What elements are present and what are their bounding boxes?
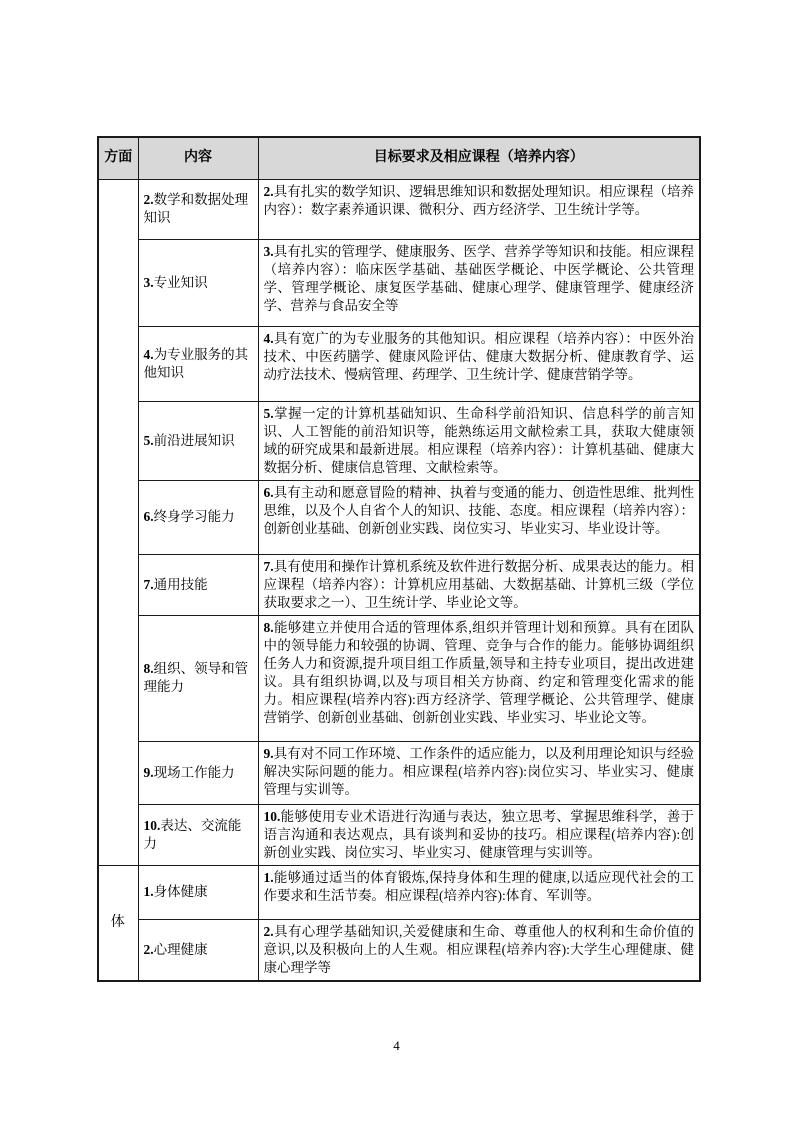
table-row — [98, 401, 700, 480]
item-number: 10. — [143, 817, 161, 833]
item-cell — [138, 179, 258, 239]
requirement-cell — [258, 239, 700, 326]
req-number: 10. — [263, 808, 281, 824]
requirement-cell — [258, 401, 700, 480]
item-cell — [138, 401, 258, 480]
item-label: 终身学习能力 — [153, 509, 235, 524]
item-label: 组织、领导和管理能力 — [143, 661, 249, 694]
page-number: 4 — [393, 1038, 400, 1053]
table-row — [98, 480, 700, 554]
item-label: 前沿进展知识 — [153, 432, 235, 448]
item-label: 表达、交流能力 — [143, 817, 242, 851]
req-text: 具有主动和愿意冒险的精神、执着与变通的能力、创造性思维、批判性思维，以及个人自省个人的知识、技能、态度。相应课程（培养内容）：创新创业基础、创新创业实践、岗位实习、毕业实习、毕业设计等。 — [263, 484, 694, 536]
item-number: 3. — [143, 274, 154, 290]
req-number: 2. — [263, 183, 274, 199]
req-number: 6. — [263, 484, 274, 500]
requirement-cell — [258, 554, 700, 615]
item-cell — [138, 919, 258, 981]
req-text: 掌握一定的计算机基础知识、生命科学前沿知识、信息科学的前言知识、人工智能的前沿知识等，能熟练运用文献检索工具，获取大健康领域的研究成果和最新进展。相应课程（培养内容）：计算机基础、健康大数据分析、健康信息管理、文献检索等。 — [263, 405, 694, 475]
header-requirements: 目标要求及相应课程（培养内容） — [258, 137, 700, 179]
requirement-cell — [258, 919, 700, 981]
req-number: 1. — [263, 869, 274, 885]
item-number: 5. — [143, 432, 154, 448]
req-text: 具有宽广的为专业服务的其他知识。相应课程（培养内容）：中医外治技术、中医药膳学、健康风险评估、健康大数据分析、健康教育学、运动疗法技术、慢病管理、药理学、卫生统计学、健康营销学等。 — [263, 330, 694, 382]
table-row — [98, 865, 700, 919]
aspect-cell-body: 体 — [98, 865, 138, 981]
req-text: 具有扎实的管理学、健康服务、医学、营养学等知识和技能。相应课程（培养内容）：临床医学基础、基础医学概论、中医学概论、公共管理学、管理学概论、康复医学基础、健康心理学、健康管理学、健康经济学、营养与食品安全等 — [263, 243, 694, 313]
table-row — [98, 239, 700, 326]
item-number: 6. — [143, 509, 154, 524]
requirement-cell — [258, 615, 700, 741]
item-number: 1. — [143, 884, 154, 899]
item-label: 现场工作能力 — [153, 764, 235, 780]
requirement-cell — [258, 804, 700, 865]
item-label: 为专业服务的其他知识 — [143, 346, 249, 380]
table-row — [98, 554, 700, 615]
item-cell — [138, 480, 258, 554]
item-label: 通用技能 — [153, 576, 208, 592]
item-number: 2. — [143, 192, 154, 207]
item-number: 8. — [143, 661, 154, 676]
req-text: 能够通过适当的体育锻炼,保持身体和生理的健康,以适应现代社会的工作要求和生活节奏。相应课程(培养内容):体育、军训等。 — [263, 869, 694, 903]
item-number: 4. — [143, 346, 154, 362]
item-cell — [138, 239, 258, 326]
requirement-cell — [258, 865, 700, 919]
requirement-cell — [258, 741, 700, 804]
item-label: 数学和数据处理知识 — [143, 192, 249, 225]
req-number: 9. — [263, 745, 274, 761]
requirement-cell — [258, 480, 700, 554]
requirement-cell — [258, 179, 700, 239]
item-number: 7. — [143, 576, 154, 592]
req-text: 具有使用和操作计算机系统及软件进行数据分析、成果表达的能力。相应课程（培养内容）：计算机应用基础、大数据基础、计算机三级（学位获取要求之一）、卫生统计学、毕业论文等。 — [263, 558, 694, 610]
table-row — [98, 615, 700, 741]
item-label: 心理健康 — [153, 941, 208, 957]
table-row — [98, 326, 700, 401]
table-row — [98, 919, 700, 981]
item-cell — [138, 326, 258, 401]
item-label: 身体健康 — [153, 884, 208, 899]
req-number: 5. — [263, 405, 274, 421]
item-cell — [138, 804, 258, 865]
req-text: 具有对不同工作环境、工作条件的适应能力，以及利用理论知识与经验解决实际问题的能力。相应课程(培养内容):岗位实习、毕业实习、健康管理与实训等。 — [263, 745, 694, 797]
item-cell — [138, 554, 258, 615]
req-number: 4. — [263, 330, 274, 346]
item-cell — [138, 741, 258, 804]
table-row — [98, 741, 700, 804]
req-number: 2. — [263, 923, 274, 939]
item-cell — [138, 865, 258, 919]
req-number: 7. — [263, 558, 274, 574]
req-text: 具有心理学基础知识,关爱健康和生命、尊重他人的权利和生命价值的意识,以及积极向上的人生观。相应课程(培养内容):大学生心理健康、健康心理学等 — [263, 923, 694, 975]
item-cell — [138, 615, 258, 741]
training-content-table — [97, 136, 701, 982]
item-label: 专业知识 — [153, 274, 208, 290]
table-row — [98, 804, 700, 865]
aspect-cell-continued — [98, 179, 138, 865]
req-text: 具有扎实的数学知识、逻辑思维知识和数据处理知识。相应课程（培养内容）：数字素养通识课、微积分、西方经济学、卫生统计学等。 — [263, 183, 694, 217]
req-number: 8. — [263, 619, 274, 635]
header-aspect: 方面 — [98, 137, 138, 179]
req-text: 能够使用专业术语进行沟通与表达，独立思考、掌握思维科学，善于语言沟通和表达观点，具有谈判和妥协的技巧。相应课程(培养内容):创新创业实践、岗位实习、毕业实习、健康管理与实训等。 — [263, 808, 694, 860]
requirement-cell — [258, 326, 700, 401]
item-number: 2. — [143, 941, 154, 957]
header-content: 内容 — [138, 137, 258, 179]
req-text: 能够建立并使用合适的管理体系,组织并管理计划和预算。具有在团队中的领导能力和较强的协调、管理、竞争与合作的能力。能够协调组织任务人力和资源,提升项目组工作质量,领导和主持专业项目，提出改进建议。具有组织协调,以及与项目相关方协商、约定和管理变化需求的能力。相应课程(培养内容):西方经济学、管理学概论、公共管理学、健康营销学、创新创业基础、创新创业实践、毕业实习、毕业论文等。 — [263, 619, 694, 725]
table-row — [98, 179, 700, 239]
table-header-row — [98, 137, 700, 179]
item-number: 9. — [143, 764, 154, 780]
req-number: 3. — [263, 243, 274, 259]
